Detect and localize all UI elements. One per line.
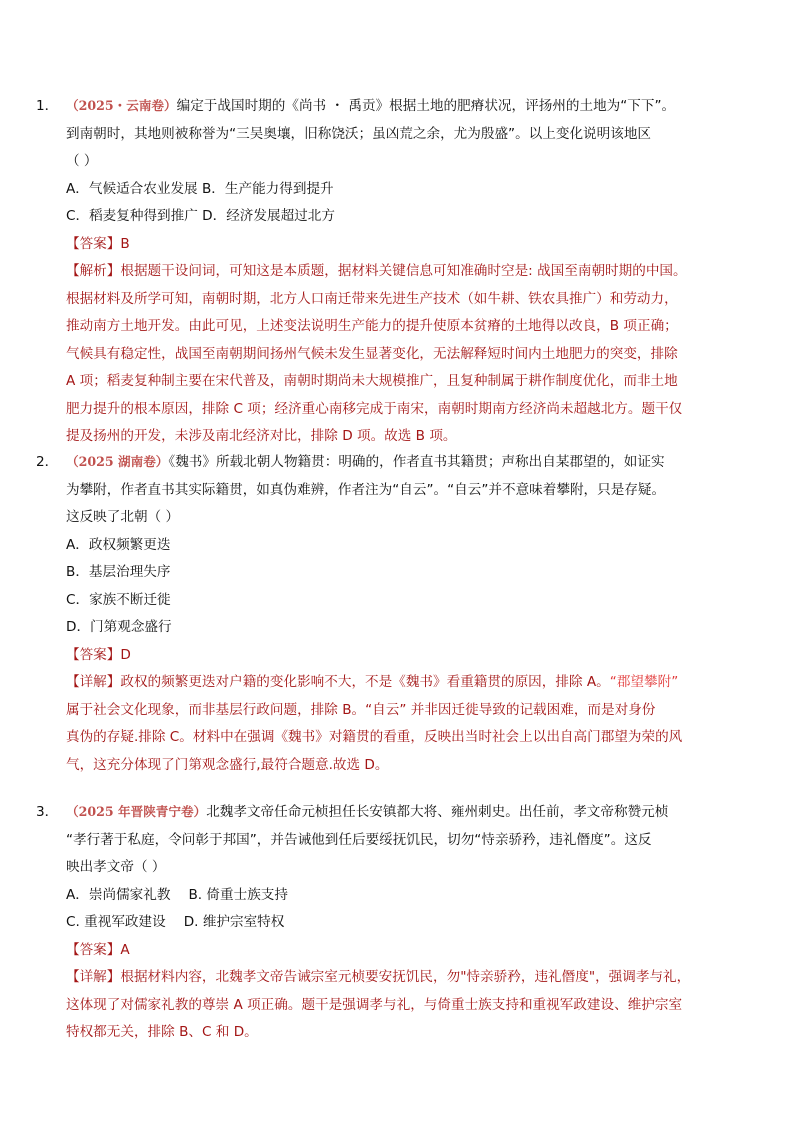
question-source: （2025・云南卷） [66,98,177,113]
explanation-text: 气，这充分体现了门第观念盛行,最符合题意.故选 D。 [66,756,389,773]
explanation-text: 推动南方土地开发。由此可见，上述变法说明生产能力的提升使原本贫瘠的土地得以改良，B 项正确； [66,318,678,334]
option-line: B．基层治理失序 [66,564,171,580]
explanation-text: 肥力提升的根本原因，排除 C 项；经济重心南移完成于南宋，南朝时期南方经济尚未超越北方。题干仅 [66,400,683,417]
answer-value: D [120,646,131,663]
explanation-text: 气候具有稳定性，战国至南朝期间扬州气候未发生显著变化，无法解释短时间内土地肥力的突变，排除 [66,345,678,362]
answer-label: 【答案】 [66,941,121,958]
option-line: A．政权频繁更迭 [66,536,171,553]
explanation-highlight: “郡望攀附” [609,674,679,690]
stem-text: 这反映了北朝（ ） [66,509,180,525]
option-a: A．崇尚儒家礼教 [66,886,171,903]
explanation-text: 属于社会文化现象，而非基层行政问题，排除 B。“自云” 并非因迁徙导致的记载困难，而是对身份 [66,701,656,718]
explanation-text: 根据题干设问词，可知这是本质题，据材料关键信息可知准确时空是: 战国至南朝时期的中国。 [120,263,687,279]
explanation-text: 这体现了对儒家礼教的尊崇 A 项正确。题干是强调孝与礼，与倚重士族支持和重视军政建设、维护宗室 [66,996,683,1013]
question-2 [36,448,756,779]
explanation-label: 【详解】 [66,969,121,985]
explanation-text: 政权的频繁更迭对户籍的变化影响不大，不是《魏书》看重籍贯的原因，排除 A。 [120,674,610,690]
question-source: （2025 年晋陕青宁卷） [66,804,207,819]
answer-line [66,231,756,259]
stem-text: 《魏书》所载北朝人物籍贯：明确的，作者直书其籍贯；声称出自某郡望的，如证实 [168,454,665,470]
question-number: 3． [36,804,59,820]
question-stem-line [36,92,756,121]
question-stem-line [36,798,756,827]
stem-blank: （ ） [66,153,98,169]
option-line: C．家族不断迁徙 [66,591,171,608]
explanation-line [66,964,756,992]
question-number: 1． [36,98,59,114]
question-stem-line [36,448,756,477]
stem-text: 映出孝文帝（ ） [66,859,166,875]
question-source: （2025 湖南卷） [66,454,169,469]
explanation-label: 【详解】 [66,674,121,690]
explanation-text: A 项；稻麦复种制主要在宋代普及，南朝时期尚未大规模推广，且复种制属于耕作制度优化，而非土地 [66,373,678,389]
answer-line [66,937,756,965]
option-d: D. 维护宗室特权 [183,914,285,930]
question-3 [36,798,756,1047]
explanation-label: 【解析】 [66,263,121,279]
option-line: C．稻麦复种得到推广 D．经济发展超过北方 [66,208,335,224]
answer-value: B [120,235,130,252]
stem-text: 为攀附，作者直书其实际籍贯，如真伪难辨，作者注为“自云”。“自云”并不意味着攀附，只是存疑。 [66,481,666,498]
explanation-text: 根据材料及所学可知，南朝时期，北方人口南迁带来先进生产技术（如牛耕、铁农具推广）和劳动力， [66,290,678,307]
explanation-text: 根据材料内容，北魏孝文帝告诫宗室元桢要安抚饥民，勿"恃亲骄矜，违礼僭度"，强调孝与礼， [120,969,691,985]
option-c: C. 重视军政建设 [66,914,166,930]
answer-label: 【答案】 [66,235,121,252]
explanation-line [66,669,756,697]
option-line [66,909,756,937]
explanation-text: 特权都无关，排除 B、C 和 D。 [66,1024,258,1040]
question-1 [36,92,756,451]
answer-label: 【答案】 [66,646,121,663]
explanation-line [66,258,756,286]
answer-line [66,642,756,670]
answer-value: A [120,941,130,958]
stem-text: 北魏孝文帝任命元桢担任长安镇都大将、雍州刺史。出任前，孝文帝称赞元桢 [206,804,669,820]
explanation-text: 提及扬州的开发，未涉及南北经济对比，排除 D 项。故选 B 项。 [66,428,457,444]
stem-text: 到南朝时，其地则被称誉为“三吴奥壤，旧称饶沃；虽凶荒之余，尤为殷盛”。以上变化说明该地区 [66,125,652,142]
explanation-text: 真伪的存疑.排除 C。材料中在强调《魏书》对籍贯的看重，反映出当时社会上以出自高门郡望为荣的风 [66,729,683,745]
option-line [66,882,756,910]
stem-text: 编定于战国时期的《尚书 ・ 禹贡》根据土地的肥瘠状况，评扬州的土地为“下下”。 [176,98,676,114]
option-b: B. 倚重士族支持 [188,886,288,903]
stem-text: “孝行著于私庭，令问彰于邦国”，并告诫他到任后要绥抚饥民，切勿“恃亲骄矜，违礼僭度”。这反 [66,831,652,848]
option-line: A．气候适合农业发展 B．生产能力得到提升 [66,180,334,197]
option-line: D．门第观念盛行 [66,619,172,635]
question-number: 2． [36,454,59,470]
